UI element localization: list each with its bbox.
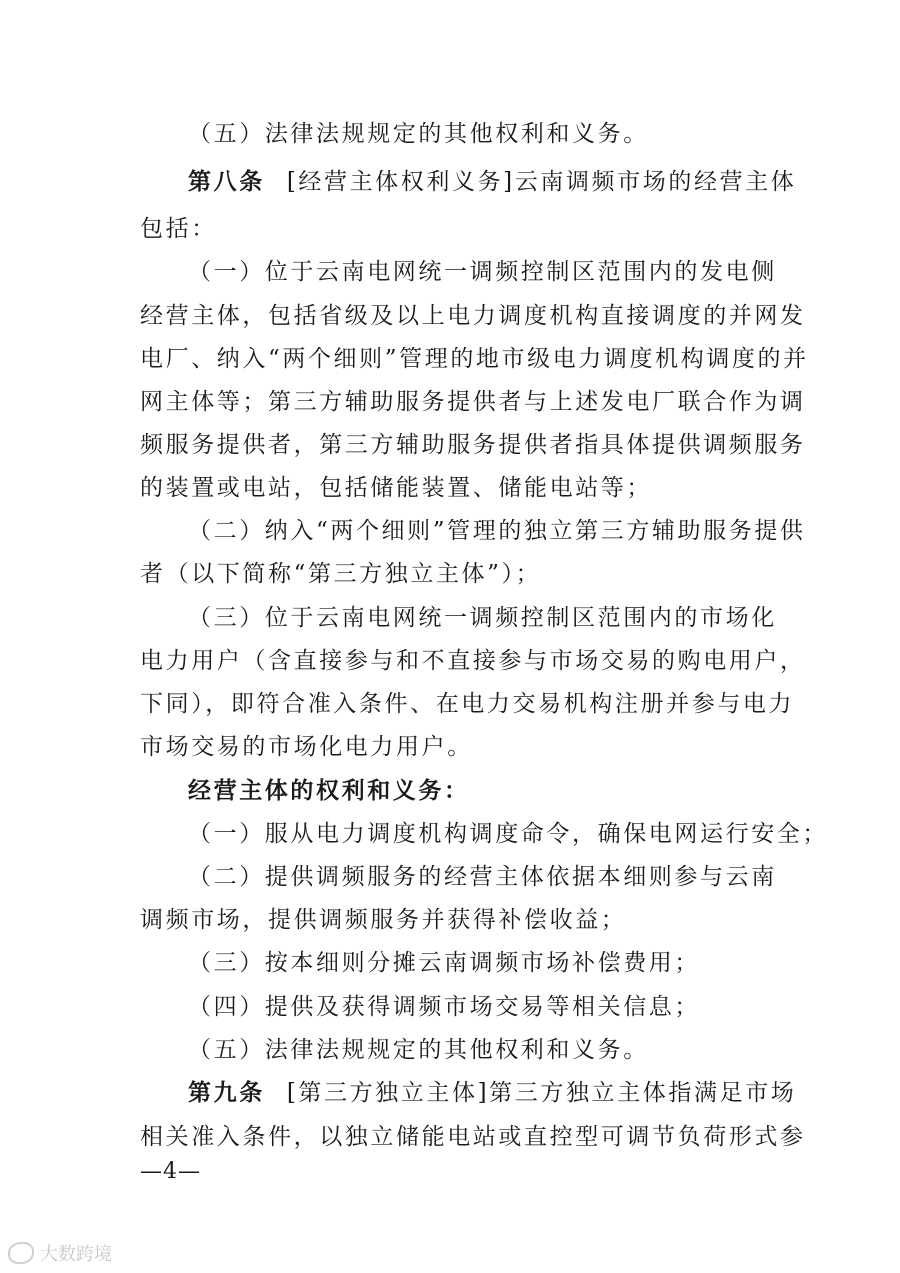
section-heading: 经营主体的权利和义务： [188, 777, 470, 804]
article-title: [第三方独立主体]第三方独立主体指满足市场 [286, 1080, 797, 1106]
paragraph-line: 下同），即符合准入条件、在电力交易机构注册并参与电力 [140, 691, 795, 717]
paragraph-line: 包括： [140, 216, 217, 242]
watermark-text: 大数跨境 [40, 1244, 112, 1265]
paragraph-line: 频服务提供者，第三方辅助服务提供者指具体提供调频服务 [140, 432, 806, 458]
page-number: —4— [140, 1159, 201, 1184]
paragraph-line: （一）位于云南电网统一调频控制区范围内的发电侧 [188, 259, 777, 285]
paragraph-line: （四）提供及获得调频市场交易等相关信息； [188, 994, 700, 1020]
paragraph-line: （三）按本细则分摊云南调频市场补偿费用； [188, 950, 700, 976]
paragraph-line: 的装置或电站，包括储能装置、储能电站等； [140, 475, 652, 501]
paragraph-line: （三）位于云南电网统一调频控制区范围内的市场化 [188, 605, 777, 631]
paragraph-line: 相关准入条件，以独立储能电站或直控型可调节负荷形式参 [140, 1124, 806, 1150]
paragraph-line: 调频市场，提供调频服务并获得补偿收益； [140, 907, 627, 933]
paragraph-line: 者（以下简称“第三方独立主体”）； [140, 561, 542, 587]
paragraph-line: （二）提供调频服务的经营主体依据本细则参与云南 [188, 864, 777, 890]
paragraph-line: （五）法律法规规定的其他权利和义务。 [188, 121, 649, 147]
paragraph-line: 市场交易的市场化电力用户。 [140, 734, 473, 760]
paragraph-line: 电厂、纳入“两个细则”管理的地市级电力调度机构调度的并 [140, 346, 809, 372]
paragraph-line: 电力用户（含直接参与和不直接参与市场交易的购电用户， [140, 648, 806, 674]
article-title: [经营主体权利义务]云南调频市场的经营主体 [286, 169, 797, 195]
paragraph-line: 经营主体，包括省级及以上电力调度机构直接调度的并网发 [140, 303, 806, 329]
watermark [8, 1240, 112, 1266]
paragraph-line: （一）服从电力调度机构调度命令，确保电网运行安全； [188, 821, 828, 847]
article-8-heading-line [188, 167, 796, 197]
paragraph-line: （二）纳入“两个细则”管理的独立第三方辅助服务提供 [188, 518, 806, 544]
watermark-logo-icon [8, 1242, 34, 1264]
article-number: 第九条 [188, 1079, 265, 1106]
article-9-heading-line [188, 1078, 796, 1108]
paragraph-line: （五）法律法规规定的其他权利和义务。 [188, 1037, 649, 1063]
paragraph-line: 网主体等；第三方辅助服务提供者与上述发电厂联合作为调 [140, 389, 806, 415]
article-number: 第八条 [188, 168, 265, 195]
